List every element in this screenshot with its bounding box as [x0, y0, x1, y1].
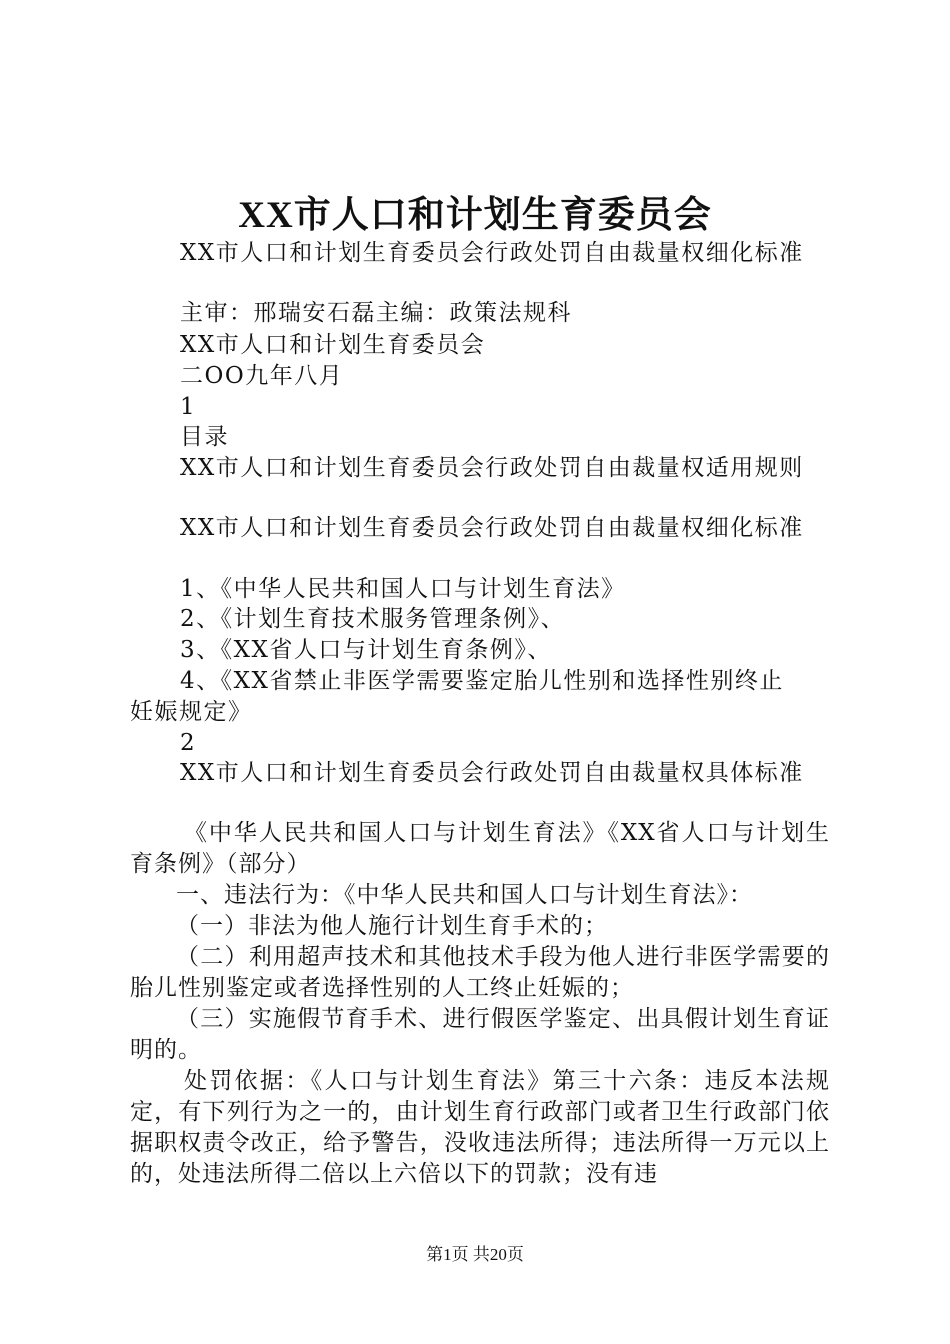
document-title: XX市人口和计划生育委员会 [238, 195, 712, 236]
body-paragraph-item-3: （三）实施假节育手术、进行假医学鉴定、出具假计划生育证明的。 [130, 1006, 830, 1063]
toc-item-standards: XX市人口和计划生育委员会行政处罚自由裁量权细化标准 [180, 515, 804, 541]
body-paragraph-laws: 《中华人民共和国人口与计划生育法》《XX省人口与计划生育条例》（部分） [130, 820, 830, 877]
document-subtitle: XX市人口和计划生育委员会行政处罚自由裁量权细化标准 [180, 240, 804, 266]
law-list-item-3: 3、《XX省人口与计划生育条例》、 [180, 637, 552, 663]
body-paragraph-penalty-basis: 处罚依据：《人口与计划生育法》第三十六条：违反本法规定，有下列行为之一的，由计划生育行政部门或者卫生行政部门依据职权责令改正，给予警告，没收违法所得；违法所得一万元以上的，处违法所得二倍以上六倍以下的罚款；没有违 [130, 1068, 830, 1187]
law-list-item-4-continued: 妊娠规定》 [130, 699, 253, 725]
law-list-item-2: 2、《计划生育技术服务管理条例》、 [180, 606, 566, 632]
body-paragraph-violations: 一、违法行为：《中华人民共和国人口与计划生育法》： [176, 882, 753, 908]
toc-heading: 目录 [180, 424, 229, 450]
law-list-item-1: 1、《中华人民共和国人口与计划生育法》 [180, 576, 626, 602]
date-line: 二OO九年八月 [180, 363, 344, 389]
toc-item-rules: XX市人口和计划生育委员会行政处罚自由裁量权适用规则 [180, 455, 804, 481]
editors-line: 主审：邢瑞安石磊主编：政策法规科 [180, 300, 572, 326]
page-footer: 第1页 共20页 [426, 1245, 524, 1264]
body-paragraph-item-2: （二）利用超声技术和其他技术手段为他人进行非医学需要的胎儿性别鉴定或者选择性别的人工终止妊娠的； [130, 944, 830, 1001]
section-title: XX市人口和计划生育委员会行政处罚自由裁量权具体标准 [180, 760, 804, 786]
law-list-item-4: 4、《XX省禁止非医学需要鉴定胎儿性别和选择性别终止 [180, 668, 784, 694]
body-text [130, 818, 830, 1190]
page-number-2: 2 [180, 730, 197, 756]
body-paragraph-item-1: （一）非法为他人施行计划生育手术的； [176, 913, 608, 939]
page-number-1: 1 [180, 394, 197, 420]
organization-line: XX市人口和计划生育委员会 [180, 332, 486, 358]
